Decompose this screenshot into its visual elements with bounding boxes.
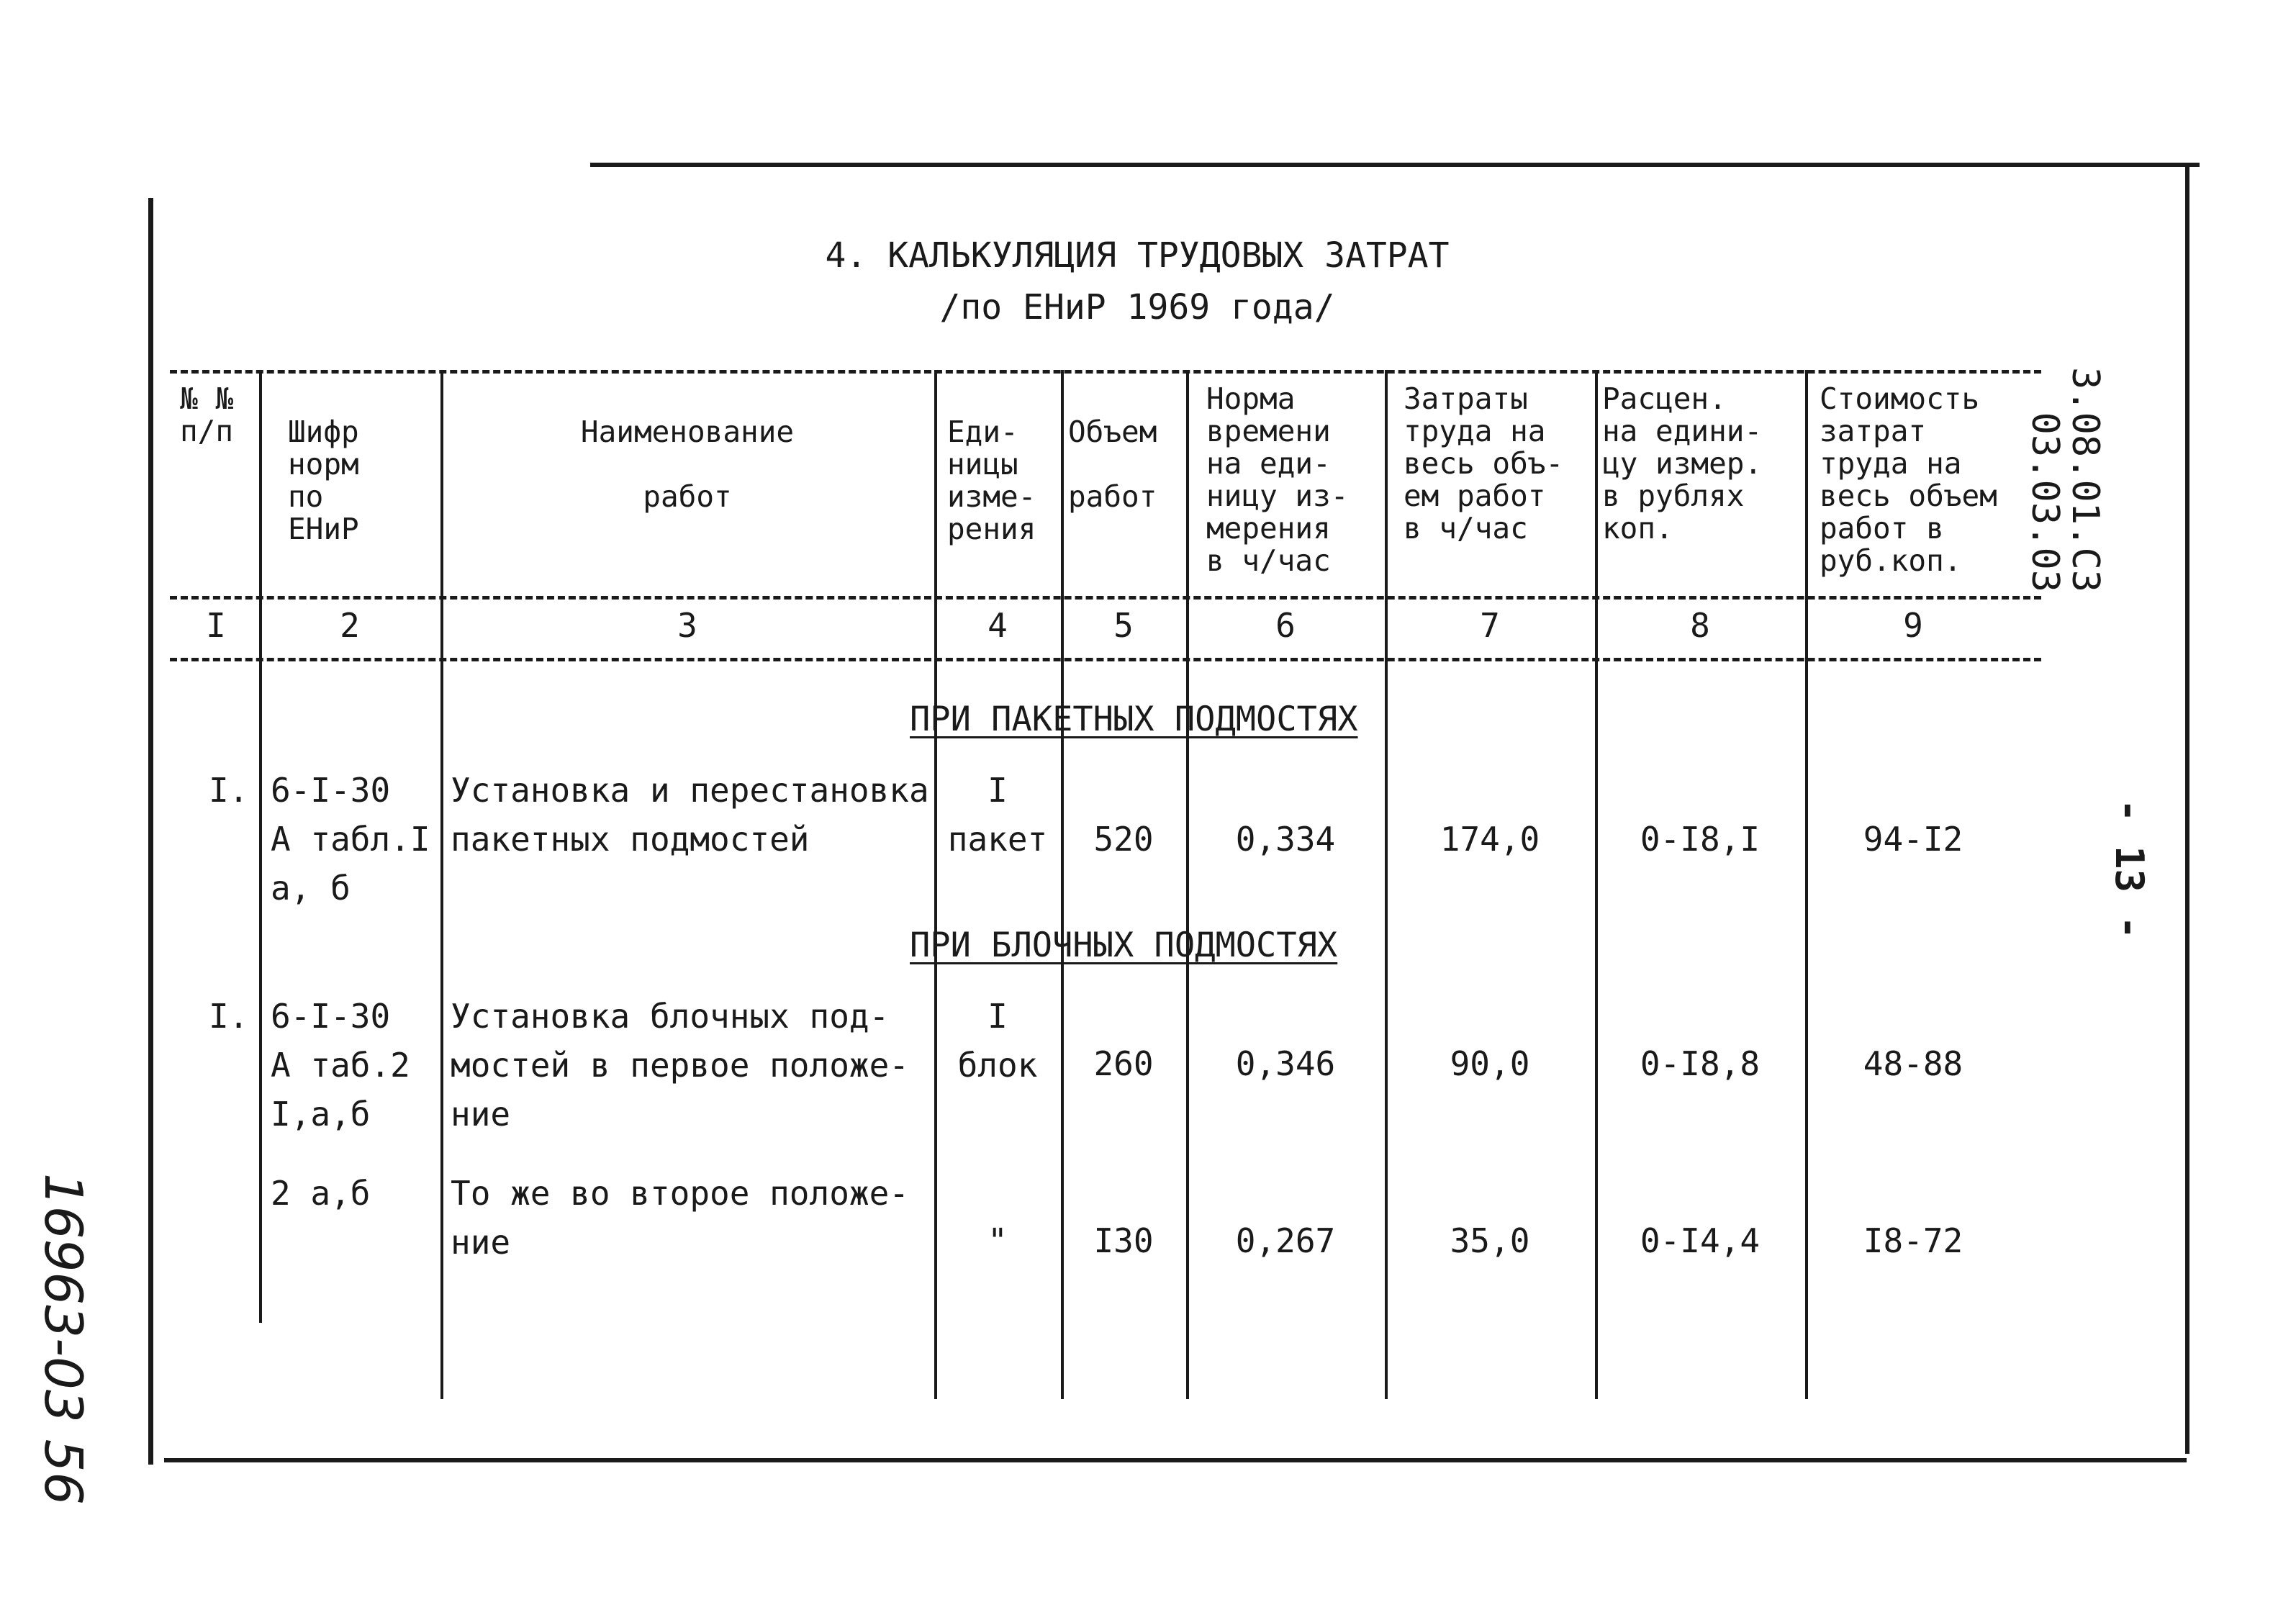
row-2-volume: 260 bbox=[1093, 1044, 1154, 1083]
frame-top-border bbox=[590, 163, 2200, 167]
column-number-6: 6 bbox=[1275, 606, 1296, 645]
section-title-block-scaffolds: ПРИ БЛОЧНЫХ ПОДМОСТЯХ bbox=[910, 926, 1338, 965]
table-top-rule bbox=[170, 370, 2041, 374]
header-cell-6: Норма времени на еди- ницу из- мерения в ч/час bbox=[1206, 381, 1349, 578]
row-3-norm: 0,267 bbox=[1235, 1221, 1336, 1260]
row-2-unit: I блок bbox=[957, 997, 1038, 1085]
row-2-norm: 0,346 bbox=[1235, 1044, 1336, 1083]
column-number-2: 2 bbox=[340, 606, 360, 645]
column-number-9: 9 bbox=[1903, 606, 1923, 645]
header-bottom-rule bbox=[170, 596, 2041, 600]
row-2-code: 6-I-30 А таб.2 I,а,б bbox=[271, 997, 410, 1134]
row-3-code: 2 а,б bbox=[271, 1174, 371, 1213]
header-cell-8: Расцен. на едини- цу измер. в рублях коп. bbox=[1602, 381, 1763, 546]
frame-right-border bbox=[2185, 163, 2189, 1454]
row-1-rate: 0-I8,I bbox=[1640, 820, 1761, 859]
row-2-name: Установка блочных под- мостей в первое положе- ние bbox=[451, 997, 909, 1134]
row-1-unit: I пакет bbox=[947, 771, 1048, 859]
header-cell-7: Затраты труда на весь объ- ем работ в ч/час bbox=[1404, 381, 1564, 546]
header-cell-9: Стоимость затрат труда на весь объем работ в руб.коп. bbox=[1820, 381, 1997, 578]
row-1-num: I. bbox=[209, 771, 249, 810]
column-divider-1 bbox=[259, 370, 262, 1323]
row-2-labor: 90,0 bbox=[1450, 1044, 1530, 1083]
row-1-labor: 174,0 bbox=[1439, 820, 1540, 859]
row-3-rate: 0-I4,4 bbox=[1640, 1221, 1761, 1260]
header-cell-5: Объем работ bbox=[1068, 415, 1157, 514]
column-number-3: 3 bbox=[677, 606, 697, 645]
column-number-4: 4 bbox=[987, 606, 1008, 645]
page-number: - 13 - bbox=[2107, 799, 2152, 940]
column-number-7: 7 bbox=[1480, 606, 1500, 645]
row-2-cost: 48-88 bbox=[1863, 1044, 1963, 1083]
document-title: 4. КАЛЬКУЛЯЦИЯ ТРУДОВЫХ ЗАТРАТ bbox=[825, 235, 1450, 276]
document-subtitle: /по ЕНиР 1969 года/ bbox=[939, 287, 1335, 327]
header-cell-4: Еди- ницы изме- рения bbox=[947, 415, 1036, 546]
column-number-5: 5 bbox=[1113, 606, 1134, 645]
document-code: 3.08.01.С3 03.03.03 bbox=[2023, 367, 2107, 593]
row-3-unit: " bbox=[987, 1221, 1008, 1260]
handwritten-document-number: 16963-03 56 bbox=[33, 1173, 94, 1506]
row-3-cost: I8-72 bbox=[1863, 1221, 1963, 1260]
row-1-name: Установка и перестановка пакетных подмостей bbox=[451, 771, 929, 859]
row-1-volume: 520 bbox=[1093, 820, 1154, 859]
header-cell-2: Шифр норм по ЕНиР bbox=[288, 415, 359, 546]
row-1-cost: 94-I2 bbox=[1863, 820, 1963, 859]
column-number-1: I bbox=[206, 606, 226, 645]
row-1-norm: 0,334 bbox=[1235, 820, 1336, 859]
frame-left-border bbox=[148, 198, 153, 1465]
column-number-8: 8 bbox=[1690, 606, 1710, 645]
column-divider-2 bbox=[440, 370, 443, 1399]
row-2-rate: 0-I8,8 bbox=[1640, 1044, 1761, 1083]
frame-bottom-border bbox=[164, 1458, 2187, 1462]
column-numbers-rule bbox=[170, 658, 2041, 661]
row-3-volume: I30 bbox=[1093, 1221, 1154, 1260]
row-1-code: 6-I-30 А табл.I а, б bbox=[271, 771, 430, 908]
row-3-name: То же во второе положе- ние bbox=[451, 1174, 909, 1262]
row-2-num: I. bbox=[209, 997, 249, 1036]
header-cell-3: Наименование работ bbox=[580, 415, 795, 514]
row-3-labor: 35,0 bbox=[1450, 1221, 1530, 1260]
header-cell-1: № № п/п bbox=[180, 381, 234, 448]
section-title-packet-scaffolds: ПРИ ПАКЕТНЫХ ПОДМОСТЯХ bbox=[910, 700, 1358, 739]
